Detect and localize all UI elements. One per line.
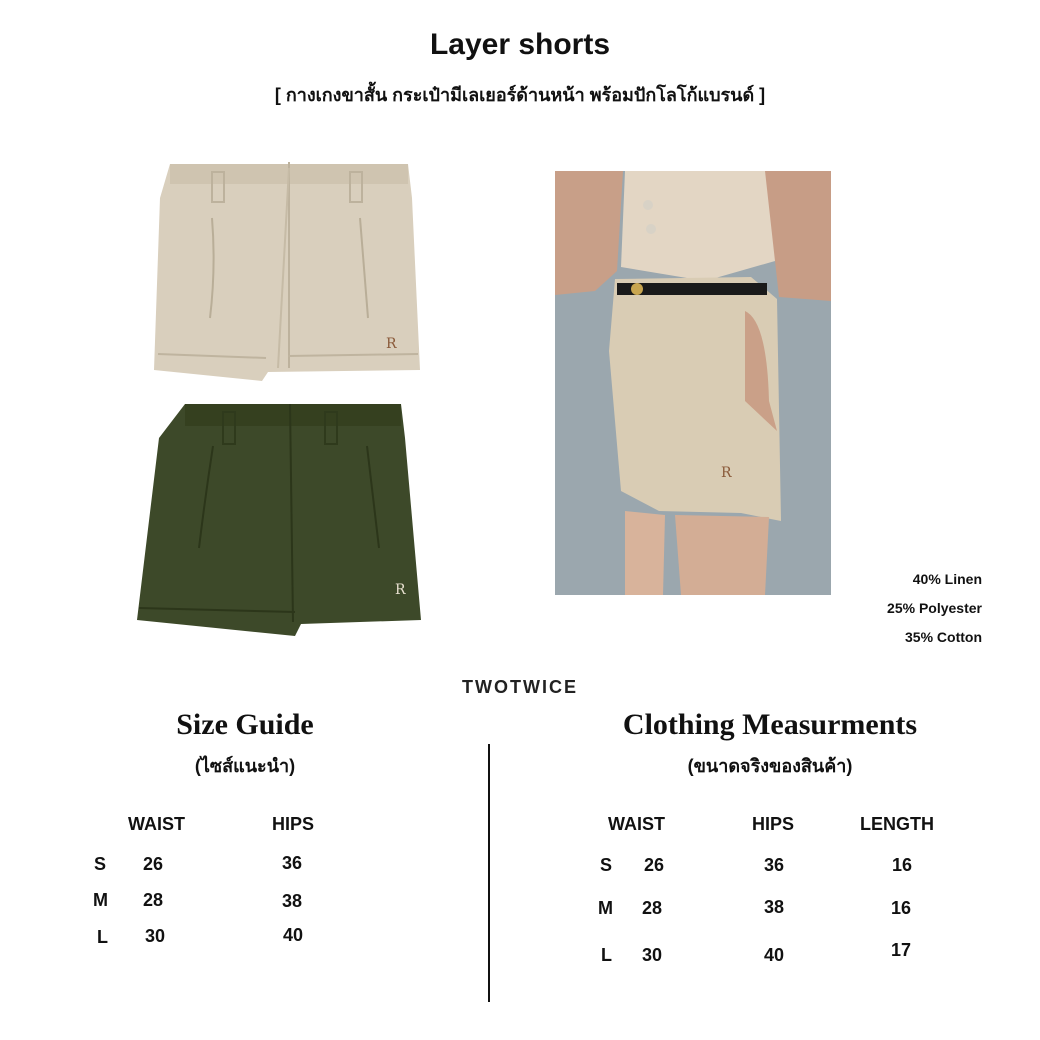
hips-value: 40 xyxy=(283,925,304,945)
hips-value: 40 xyxy=(764,945,785,965)
waist-value: 28 xyxy=(642,898,663,918)
length-value: 16 xyxy=(891,898,912,918)
brand-name: TWOTWICE xyxy=(462,677,578,697)
page-subtitle: [ กางเกงขาสั้น กระเป๋ามีเลเยอร์ด้านหน้า พร้อมปักโลโก้แบรนด์ ] xyxy=(274,85,766,105)
header-waist: WAIST xyxy=(128,814,185,834)
header-length: LENGTH xyxy=(860,814,934,834)
length-value: 17 xyxy=(891,940,912,960)
svg-text:R: R xyxy=(395,582,406,598)
header-hips: HIPS xyxy=(752,814,795,834)
waist-value: 26 xyxy=(644,855,665,875)
svg-text:R: R xyxy=(386,336,397,352)
header-waist: WAIST xyxy=(608,814,665,834)
waist-value: 30 xyxy=(145,926,166,946)
size-label: M xyxy=(93,890,108,910)
measurements-title: Clothing Measurments xyxy=(622,708,918,741)
material-linen: 40% Linen xyxy=(912,571,982,587)
hips-value: 38 xyxy=(282,891,303,911)
model-photo xyxy=(555,171,831,595)
size-guide-subtitle: (ไซส์แนะนำ) xyxy=(194,756,296,776)
length-value: 16 xyxy=(892,855,913,875)
material-polyester: 25% Polyester xyxy=(887,600,982,616)
page-title: Layer shorts xyxy=(429,28,611,61)
waist-value: 28 xyxy=(143,890,164,910)
size-label: S xyxy=(94,854,107,874)
size-label: M xyxy=(598,898,613,918)
svg-text:R: R xyxy=(721,465,732,481)
size-label: L xyxy=(601,945,612,965)
material-cotton: 35% Cotton xyxy=(905,629,982,645)
hips-value: 36 xyxy=(282,853,303,873)
waist-value: 30 xyxy=(642,945,663,965)
measurements-subtitle: (ขนาดจริงของสินค้า) xyxy=(687,756,853,776)
size-label: S xyxy=(600,855,613,875)
divider xyxy=(488,744,490,1002)
size-guide-title: Size Guide xyxy=(176,708,314,741)
header-hips: HIPS xyxy=(272,814,315,834)
hips-value: 36 xyxy=(764,855,785,875)
hips-value: 38 xyxy=(764,897,785,917)
olive-shorts-image xyxy=(135,398,425,640)
waist-value: 26 xyxy=(143,854,164,874)
beige-shorts-image xyxy=(150,158,428,386)
size-label: L xyxy=(97,927,108,947)
